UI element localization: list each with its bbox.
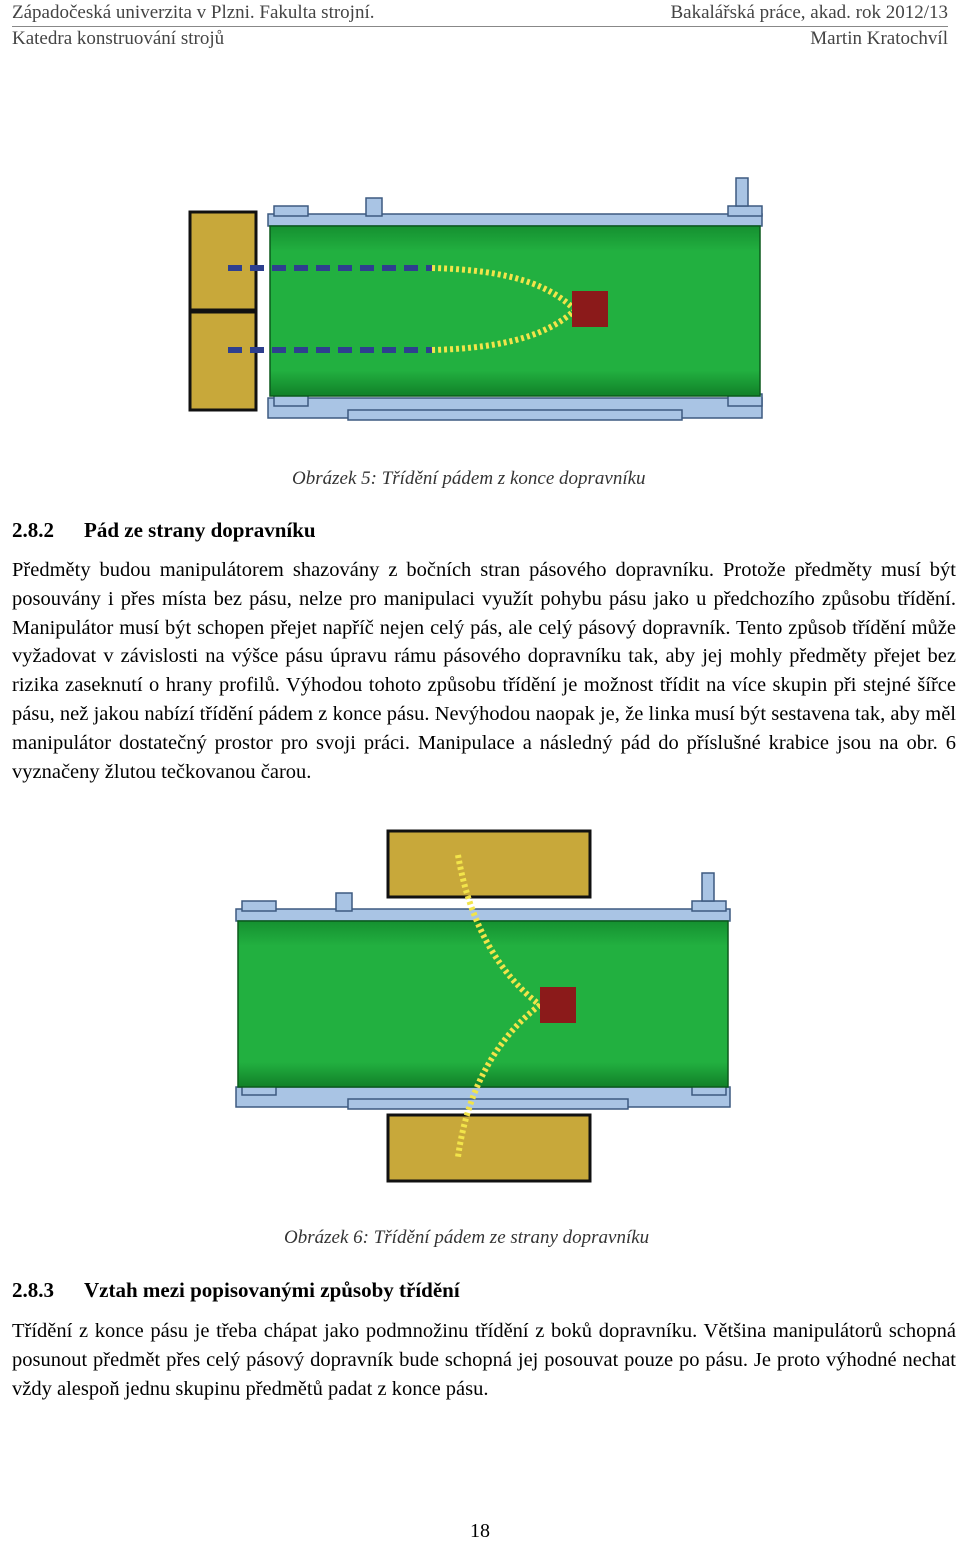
figure-5-caption: Obrázek 5: Třídění pádem z konce dopravníku bbox=[292, 468, 646, 489]
figure-6-diagram bbox=[230, 825, 740, 1190]
sorting-box-top bbox=[388, 831, 590, 897]
section-number: 2.8.2 bbox=[12, 518, 54, 542]
header-department: Katedra konstruování strojů bbox=[12, 28, 225, 49]
header-author: Martin Kratochvíl bbox=[810, 28, 948, 49]
page-header-top bbox=[12, 2, 948, 26]
section-heading-2-8-2 bbox=[12, 518, 316, 543]
header-university: Západočeská univerzita v Plzni. Fakulta strojní. bbox=[12, 2, 375, 23]
conveyor-belt bbox=[270, 226, 760, 396]
sorting-box-top bbox=[190, 212, 256, 310]
page-header-bottom bbox=[12, 28, 948, 52]
section-number: 2.8.3 bbox=[12, 1278, 54, 1302]
header-thesis: Bakalářská práce, akad. rok 2012/13 bbox=[670, 2, 948, 23]
section-title: Vztah mezi popisovanými způsoby třídění bbox=[84, 1278, 460, 1302]
sorting-box-bottom bbox=[388, 1115, 590, 1181]
sorting-box-bottom bbox=[190, 312, 256, 410]
section-title: Pád ze strany dopravníku bbox=[84, 518, 316, 542]
page-number: 18 bbox=[470, 1520, 490, 1542]
sorted-item bbox=[540, 987, 576, 1023]
paragraph-section-2-8-3: Třídění z konce pásu je třeba chápat jako podmnožinu třídění z boků dopravníku. Většina manipulátorů schopná posunout předmět přes celý pásový dopravník bude schopná jej posouvat pouze po pásu. Je proto výhodné nechat vždy alespoň jednu skupinu předmětů padat z konce pásu. bbox=[12, 1320, 956, 1400]
conveyor-frame-bottom bbox=[268, 394, 762, 420]
conveyor-belt bbox=[238, 921, 728, 1087]
sorted-item bbox=[572, 291, 608, 327]
header-rule bbox=[12, 26, 948, 27]
figure-6-caption: Obrázek 6: Třídění pádem ze strany dopravníku bbox=[284, 1227, 650, 1248]
section-heading-2-8-3 bbox=[12, 1278, 460, 1303]
paragraph-section-2-8-2: Předměty budou manipulátorem shazovány z bočních stran pásového dopravníku. Protože předměty musí být posouvány i přes místa bez pásu, nelze pro manipulaci využít pohybu pásu jako u předchozího způsobu třídění. Manipulátor musí být schopen přejet napříč nejen celý pás, ale celý pásový dopravník. Tento způsob třídění může vyžadovat v závislosti na výšce pásu úpravu rámu pásového dopravníku tak, aby jej mohly předměty přejet bez rizika zaseknutí o hrany profilů. Výhodou tohoto způsobu třídění je možnost třídit na více skupin při stejné šířce pásu, než jakou nabízí třídění pádem z konce pásu. Nevýhodou naopak je, že linka musí být sestavena tak, aby měl manipulátor dostatečný prostor pro svoji práci. Manipulace a následný pád do příslušné krabice jsou na obr. 6 vyznačeny žlutou tečkovanou čarou. bbox=[12, 559, 956, 783]
figure-5-diagram bbox=[180, 170, 780, 430]
conveyor-frame-top bbox=[268, 178, 762, 226]
